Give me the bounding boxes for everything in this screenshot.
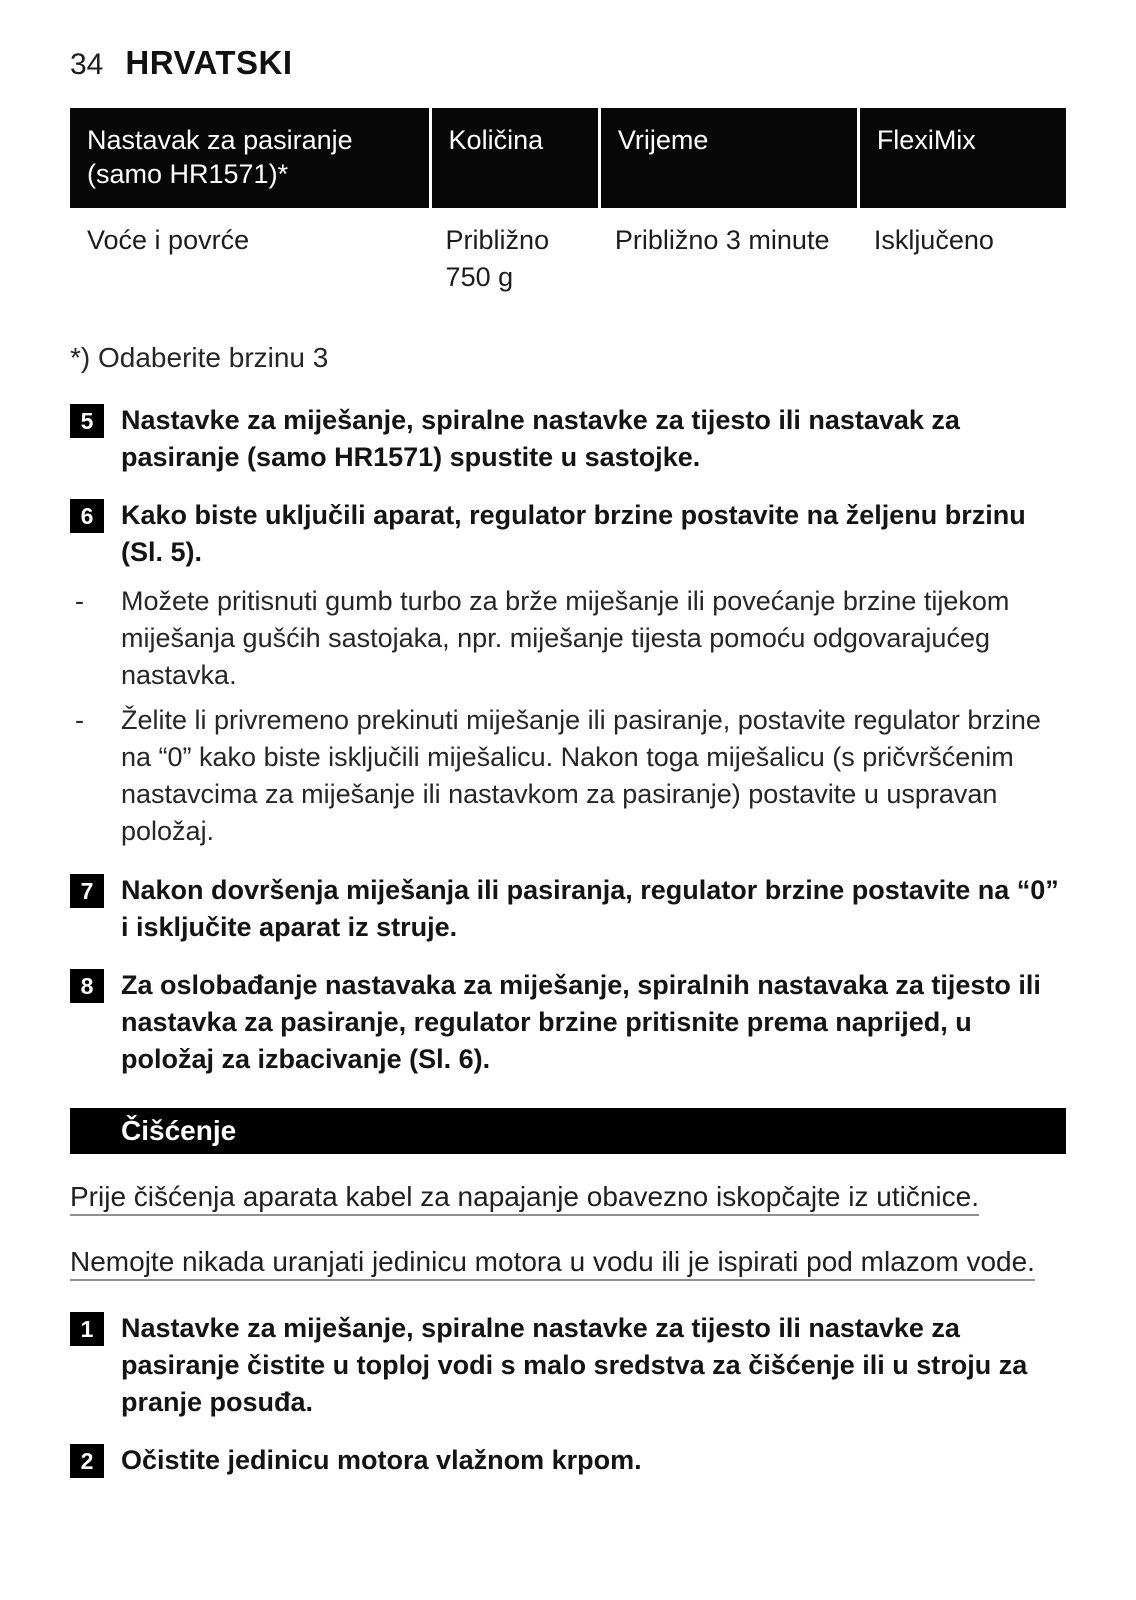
table-row xyxy=(70,208,1066,314)
step-number-badge: 8 xyxy=(70,969,104,1003)
bullet-item xyxy=(70,702,1066,850)
step-text: Nakon dovršenja miješanja ili pasiranja, regulator brzine postavite na “0” i isključite aparat iz struje. xyxy=(121,875,1059,942)
step-number-badge: 1 xyxy=(70,1312,104,1346)
step-number-badge: 7 xyxy=(70,874,104,908)
step-item xyxy=(70,402,1066,476)
step-item xyxy=(70,967,1066,1078)
step-item xyxy=(70,1310,1066,1421)
table-header-cell: Vrijeme xyxy=(598,108,857,208)
spec-table-head xyxy=(70,108,1066,208)
table-cell: Isključeno xyxy=(873,225,994,255)
page-header xyxy=(70,44,1066,82)
bullet-text: Možete pritisnuti gumb turbo za brže miješanje ili povećanje brzine tijekom miješanja gušćih sastojaka, npr. miješanje tijesta pomoću odgovarajućeg nastavka. xyxy=(121,586,1010,690)
step-number-badge: 6 xyxy=(70,499,104,533)
step-text: Za oslobađanje nastavaka za miješanje, spiralnih nastavaka za tijesto ili nastavka za pasiranje, regulator brzine pritisnite prema naprijed, u položaj za izbacivanje (Sl. 6). xyxy=(121,970,1041,1074)
step-text: Nastavke za miješanje, spiralne nastavke za tijesto ili nastavak za pasiranje (samo HR1571) spustite u sastojke. xyxy=(121,405,960,472)
step-text: Očistite jedinicu motora vlažnom krpom. xyxy=(121,1445,642,1475)
section-title: Čišćenje xyxy=(121,1115,237,1146)
warning-text xyxy=(70,1175,1066,1219)
bullet-dash: - xyxy=(75,705,84,735)
section-header-cleaning xyxy=(70,1108,1066,1154)
warning-underlined-text: Prije čišćenja aparata kabel za napajanje obavezno iskopčajte iz utičnice. xyxy=(70,1181,979,1212)
warning-text xyxy=(70,1240,1066,1284)
table-cell: Približno 750 g xyxy=(445,225,550,292)
note-bullets xyxy=(70,583,1066,850)
bullet-dash: - xyxy=(75,586,84,616)
instruction-steps xyxy=(70,872,1066,1078)
footnote: *) Odaberite brzinu 3 xyxy=(70,342,329,373)
table-cell: Voće i povrće xyxy=(87,225,250,255)
table-header-cell: FlexiMix xyxy=(857,108,1066,208)
table-header-row xyxy=(70,108,1066,208)
page-title: HRVATSKI xyxy=(125,44,293,81)
step-text: Kako biste uključili aparat, regulator brzine postavite na željenu brzinu (Sl. 5). xyxy=(121,500,1026,567)
step-number-badge: 2 xyxy=(70,1444,104,1478)
step-item xyxy=(70,1442,1066,1479)
step-item xyxy=(70,872,1066,946)
spec-table-body xyxy=(70,208,1066,314)
table-header-cell: Nastavak za pasiranje (samo HR1571)* xyxy=(70,108,429,208)
instruction-steps xyxy=(70,402,1066,571)
table-header-cell: Količina xyxy=(429,108,598,208)
step-number-badge: 5 xyxy=(70,404,104,438)
step-item xyxy=(70,497,1066,571)
warning-underlined-text: Nemojte nikada uranjati jedinicu motora u vodu ili je ispirati pod mlazom vode. xyxy=(70,1246,1035,1277)
bullet-item xyxy=(70,583,1066,694)
table-cell: Približno 3 minute xyxy=(614,225,830,255)
bullet-text: Želite li privremeno prekinuti miješanje ili pasiranje, postavite regulator brzine na “0” kako biste isključili miješalicu. Nakon toga miješalicu (s pričvršćenim nastavcima za miješanje ili nastavkom za pasiranje) postavite u uspravan položaj. xyxy=(121,705,1041,846)
page-number: 34 xyxy=(70,48,104,81)
step-text: Nastavke za miješanje, spiralne nastavke za tijesto ili nastavke za pasiranje čistite u toploj vodi s malo sredstva za čišćenje ili u stroju za pranje posuđa. xyxy=(121,1313,1028,1417)
cleaning-steps xyxy=(70,1310,1066,1479)
spec-table xyxy=(70,108,1066,314)
